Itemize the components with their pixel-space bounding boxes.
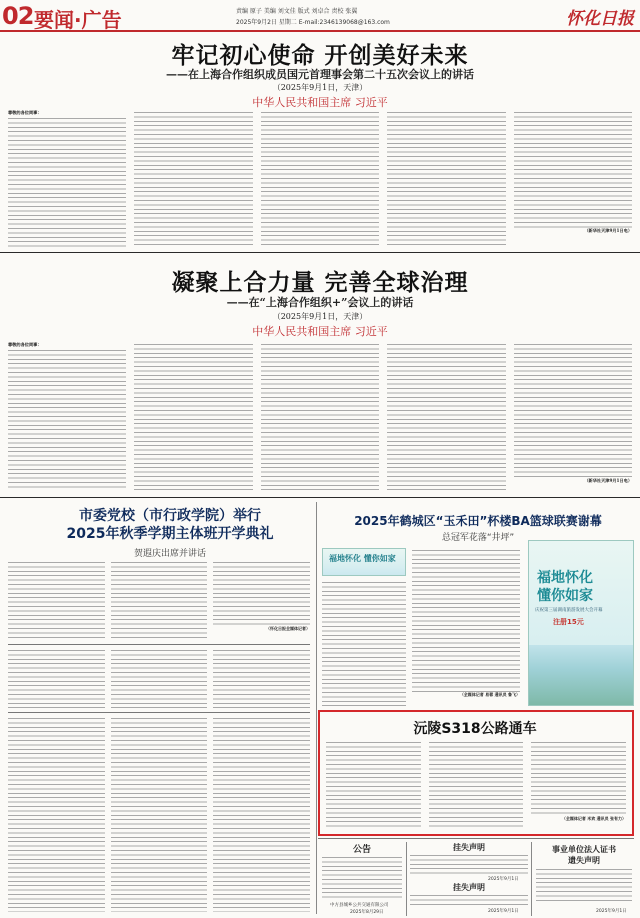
ad-tagline: 庆祝第三届湖南旅游发展大会开幕 xyxy=(535,608,603,613)
party-school-headline-line2: 2025年秋季学期主体班开学典礼 xyxy=(66,526,274,542)
article1-body xyxy=(8,110,632,248)
text-lines xyxy=(410,893,528,907)
ad-title-1: 福地怀化 xyxy=(537,570,593,586)
lost-notice-1-body xyxy=(410,853,528,875)
basketball-col-1 xyxy=(322,580,406,708)
notice-title: 公告 xyxy=(352,845,371,855)
article1-dateline: （2025年9月1日，天津） xyxy=(272,83,368,92)
party-school-headline-line1: 市委党校（市行政学院）举行 xyxy=(79,508,261,524)
lost-notice-1-col xyxy=(410,853,528,875)
text-lines xyxy=(134,342,252,490)
article2-subtitle: ——在“上海合作组织+”会议上的讲话 xyxy=(226,296,414,309)
party-school-source: （怀化日报全媒体记者） xyxy=(266,626,311,631)
party-school-col-1 xyxy=(8,560,105,640)
article1-greeting: 尊敬的各位同事： xyxy=(8,110,42,115)
text-lines xyxy=(322,855,402,901)
basketball-col-2 xyxy=(412,548,520,708)
text-lines xyxy=(111,716,208,912)
article1-col-3 xyxy=(261,110,379,248)
text-lines xyxy=(213,560,310,626)
cert-notice-title-2: 遗失声明 xyxy=(568,856,600,865)
left-news-2-col-3 xyxy=(213,716,310,912)
ad-scenery-image xyxy=(529,645,633,705)
article1-col-4 xyxy=(387,110,505,248)
article2-dateline: （2025年9月1日，天津） xyxy=(272,312,368,321)
lost-notice-2-title: 挂失声明 xyxy=(453,883,485,892)
masthead xyxy=(0,0,640,32)
party-school-body xyxy=(8,560,310,640)
article2-signoff: （新华社天津9月1日电） xyxy=(584,478,633,483)
text-lines xyxy=(322,580,406,708)
cert-notice-title-1: 事业单位法人证书 xyxy=(552,845,616,854)
text-lines xyxy=(410,853,528,875)
lost-notice-2-body xyxy=(410,893,528,907)
basketball-headline: 2025年鹤城区“玉禾田”杯楼BA篮球联赛谢幕 xyxy=(354,514,602,528)
road-story-box xyxy=(318,710,634,836)
text-lines xyxy=(326,740,421,830)
ad-banner-small[interactable] xyxy=(322,548,406,576)
notice-company: 中方县城乡公共交通有限公司 xyxy=(330,903,389,908)
text-lines xyxy=(387,342,505,490)
text-lines xyxy=(531,740,626,816)
ad-poster[interactable] xyxy=(528,540,634,706)
ad-small-title: 福地怀化 懂你如家 xyxy=(329,554,396,563)
left-news-2-col-1 xyxy=(8,716,105,912)
article1-signoff: （新华社天津9月1日电） xyxy=(584,228,633,233)
column-divider xyxy=(406,842,407,916)
party-school-headline xyxy=(30,507,310,543)
divider xyxy=(318,838,634,839)
road-story-headline: 沅陵S318公路通车 xyxy=(413,721,537,737)
article2-greeting: 尊敬的各位同事： xyxy=(8,342,42,347)
section-name: 要闻·广告 xyxy=(34,8,122,32)
article2-byline: 中华人民共和国主席 习近平 xyxy=(252,325,388,338)
road-col-1 xyxy=(326,740,421,830)
road-story-source: （全媒体记者 米欢 通讯员 张有力） xyxy=(561,816,627,821)
notice-body xyxy=(322,855,402,901)
notice-date: 2025年8月29日 xyxy=(350,910,384,915)
article2-headline: 凝聚上合力量 完善全球治理 xyxy=(171,270,469,296)
article1-col-5 xyxy=(514,110,632,248)
text-lines xyxy=(213,648,310,708)
text-lines xyxy=(8,560,105,640)
lost-notice-1-title: 挂失声明 xyxy=(453,843,485,852)
email-line: 2025年9月2日 星期二 E-mail:2346139068@163.com xyxy=(236,19,390,26)
basketball-body-left xyxy=(322,580,406,708)
text-lines xyxy=(261,342,379,490)
text-lines xyxy=(536,867,632,903)
article1-col-2 xyxy=(134,110,252,248)
divider xyxy=(8,712,310,713)
text-lines xyxy=(134,110,252,248)
text-lines xyxy=(261,110,379,248)
left-news-1-col-3 xyxy=(213,648,310,708)
left-news-2-col-2 xyxy=(111,716,208,912)
paper-name-logo: 怀化日报 xyxy=(566,9,634,29)
text-lines xyxy=(429,740,524,830)
article1-byline: 中华人民共和国主席 习近平 xyxy=(252,96,388,109)
article2-col-1 xyxy=(8,342,126,490)
article2-col-4 xyxy=(387,342,505,490)
text-lines xyxy=(387,110,505,248)
article2-col-3 xyxy=(261,342,379,490)
divider xyxy=(0,252,640,253)
left-news-2 xyxy=(8,716,310,912)
text-lines xyxy=(213,716,310,912)
cert-notice-date: 2025年9月1日 xyxy=(596,909,627,914)
divider xyxy=(0,497,640,498)
party-school-col-3 xyxy=(213,560,310,640)
lost-notice-1-date: 2025年9月1日 xyxy=(488,877,519,882)
page-number: 02 xyxy=(2,2,34,30)
road-col-3 xyxy=(531,740,626,830)
text-lines xyxy=(8,348,126,490)
basketball-sub: 总冠军花落“井坪” xyxy=(441,533,515,543)
text-lines xyxy=(111,560,208,640)
left-news-1 xyxy=(8,648,310,708)
text-lines xyxy=(412,548,520,692)
lost-notice-2-date: 2025年9月1日 xyxy=(488,909,519,914)
party-school-col-2 xyxy=(111,560,208,640)
left-news-1-col-2 xyxy=(111,648,208,708)
column-divider xyxy=(316,502,317,914)
notice-col xyxy=(322,855,402,901)
article2-body xyxy=(8,342,632,490)
article1-col-1 xyxy=(8,110,126,248)
text-lines xyxy=(8,648,105,708)
party-school-sub: 贺遐庆出席并讲话 xyxy=(133,549,206,559)
divider xyxy=(8,644,310,645)
lost-notice-2-col xyxy=(410,893,528,907)
editors-line: 责编 原子 美编 刘文佳 版式 刘卓合 责校 张翼 xyxy=(236,8,358,15)
cert-notice-body xyxy=(536,867,632,903)
article2-col-2 xyxy=(134,342,252,490)
article1-subtitle: ——在上海合作组织成员国元首理事会第二十五次会议上的讲话 xyxy=(166,68,474,81)
article1-headline: 牢记初心使命 开创美好未来 xyxy=(171,43,469,69)
text-lines xyxy=(514,342,632,478)
basketball-reporters: （全媒体记者 易蓉 通讯员 鲁飞） xyxy=(459,692,520,697)
ad-title-2: 懂你如家 xyxy=(537,588,593,604)
text-lines xyxy=(111,648,208,708)
left-news-1-col-1 xyxy=(8,648,105,708)
text-lines xyxy=(8,716,105,912)
text-lines xyxy=(8,116,126,248)
road-col-2 xyxy=(429,740,524,830)
text-lines xyxy=(514,110,632,228)
column-divider xyxy=(531,842,532,916)
road-story-body xyxy=(326,740,626,830)
ad-offer: 注册15元 xyxy=(553,618,584,626)
cert-notice-col xyxy=(536,867,632,903)
basketball-body-mid xyxy=(412,548,520,708)
article2-col-5 xyxy=(514,342,632,490)
